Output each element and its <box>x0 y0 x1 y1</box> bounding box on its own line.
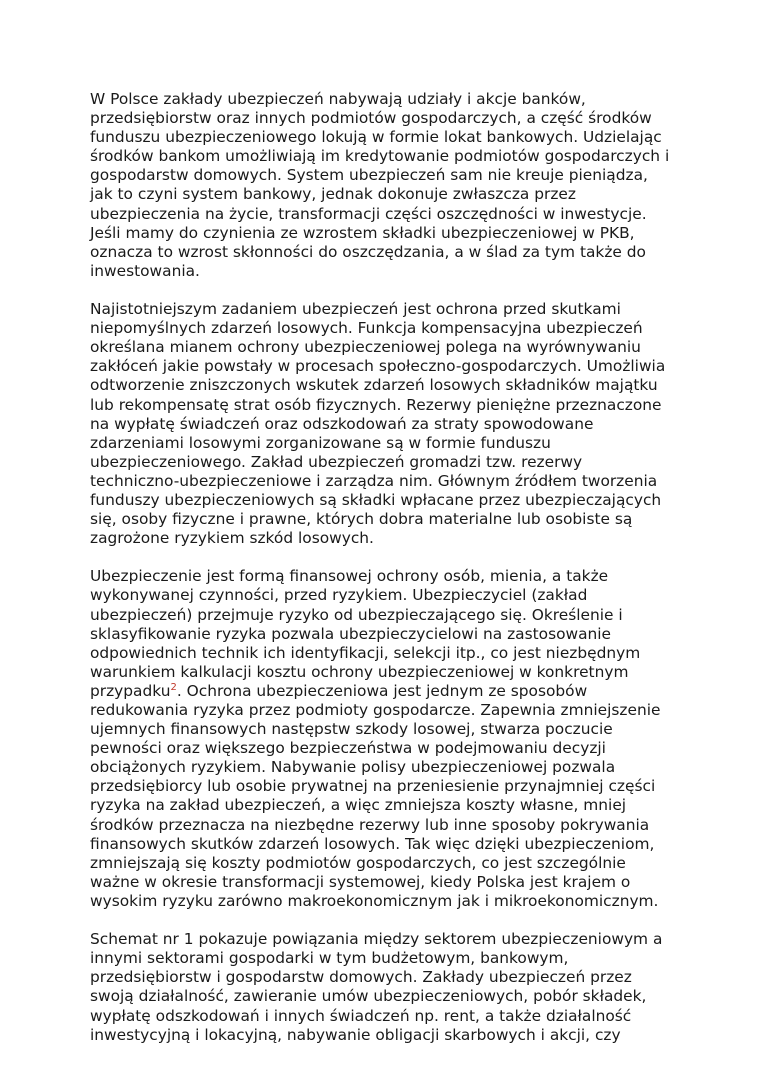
text-fragment: przypadku <box>90 681 171 700</box>
text-line: ujemnych finansowych następstw szkody losowej, stwarza poczucie <box>90 720 613 739</box>
text-line: wykonywanej czynności, przed ryzykiem. Ubezpieczyciel (zakład <box>90 586 588 605</box>
text-line: przedsiębiorcy lub osobie prywatnej na przeniesienie przynajmniej części <box>90 777 656 796</box>
text-line: lub rekompensatę strat osób fizycznych. Rezerwy pieniężne przeznaczone <box>90 395 662 414</box>
text-line: pewności oraz większego bezpieczeństwa w podejmowaniu decyzji <box>90 739 606 758</box>
document-page <box>90 90 680 1064</box>
text-line: przedsiębiorstw i gospodarstw domowych. Zakłady ubezpieczeń przez <box>90 968 632 987</box>
text-line: określana mianem ochrony ubezpieczeniowej polega na wyrównywaniu <box>90 338 641 357</box>
text-line: oznacza to wzrost skłonności do oszczędzania, a w ślad za tym także do <box>90 242 646 261</box>
text-line: sklasyfikowanie ryzyka pozwala ubezpieczycielowi na zastosowanie <box>90 624 612 643</box>
text-line: W Polsce zakłady ubezpieczeń nabywają udziały i akcje banków, <box>90 90 586 108</box>
text-line: Najistotniejszym zadaniem ubezpieczeń jest ochrona przed skutkami <box>90 300 621 319</box>
text-line: inwestowania. <box>90 261 200 280</box>
text-line: Jeśli mamy do czynienia ze wzrostem składki ubezpieczeniowej w PKB, <box>90 223 635 242</box>
paragraph-4 <box>90 930 680 1045</box>
text-line: jak to czyni system bankowy, jednak dokonuje zwłaszcza przez <box>90 185 576 204</box>
text-line: obciążonych ryzykiem. Nabywanie polisy ubezpieczeniowej pozwala <box>90 758 616 777</box>
text-line: wysokim ryzyku zarówno makroekonomicznym jak i mikroekonomicznym. <box>90 891 659 910</box>
text-line: innymi sektorami gospodarki w tym budżetowym, bankowym, <box>90 949 569 968</box>
footnote-reference-link[interactable]: 2 <box>170 681 177 693</box>
text-line: funduszu ubezpieczeniowego lokują w formie lokat bankowych. Udzielając <box>90 128 662 147</box>
text-line: zakłóceń jakie powstały w procesach społeczno-gospodarczych. Umożliwia <box>90 357 666 376</box>
text-line: ubezpieczenia na życie, transformacji części oszczędności w inwestycje. <box>90 204 647 223</box>
paragraph-1 <box>90 90 680 281</box>
text-line: ryzyka na zakład ubezpieczeń, a więc zmniejsza koszty własne, mniej <box>90 796 627 815</box>
text-line: zagrożone ryzykiem szkód losowych. <box>90 529 374 548</box>
text-line: środków bankom umożliwiają im kredytowanie podmiotów gospodarczych i <box>90 147 670 166</box>
text-line: finansowych skutków zdarzeń losowych. Tak więc dzięki ubezpieczeniom, <box>90 834 655 853</box>
text-fragment: . Ochrona ubezpieczeniowa jest jednym ze sposobów <box>176 681 588 700</box>
paragraph-2 <box>90 300 680 548</box>
text-line: ważne w okresie transformacji systemowej, kiedy Polska jest krajem o <box>90 872 631 891</box>
text-line: odtworzenie zniszczonych wskutek zdarzeń losowych składników majątku <box>90 376 658 395</box>
text-line: niepomyślnych zdarzeń losowych. Funkcja kompensacyjna ubezpieczeń <box>90 319 643 338</box>
text-line: redukowania ryzyka przez podmioty gospodarcze. Zapewnia zmniejszenie <box>90 701 661 719</box>
text-line: zmniejszają się koszty podmiotów gospodarczych, co jest szczególnie <box>90 853 626 872</box>
text-line: funduszy ubezpieczeniowych są składki wpłacane przez ubezpieczających <box>90 490 662 509</box>
text-line: odpowiednich technik ich identyfikacji, selekcji itp., co jest niezbędnym <box>90 643 641 662</box>
text-line: gospodarstw domowych. System ubezpieczeń sam nie kreuje pieniądza, <box>90 166 648 185</box>
text-line: środków przeznacza na niezbędne rezerwy lub inne sposoby pokrywania <box>90 815 650 834</box>
text-line: wypłatę odszkodowań i innych świadczeń np. rent, a także działalność <box>90 1006 632 1025</box>
text-line: przedsiębiorstw oraz innych podmiotów gospodarczych, a część środków <box>90 109 652 128</box>
text-line: na wypłatę świadczeń oraz odszkodowań za straty spowodowane <box>90 414 594 433</box>
text-line: Ubezpieczenie jest formą finansowej ochrony osób, mienia, a także <box>90 567 609 586</box>
text-line: ubezpieczeń) przejmuje ryzyko od ubezpieczającego się. Określenie i <box>90 605 623 624</box>
text-line: warunkiem kalkulacji kosztu ochrony ubezpieczeniowej w konkretnym <box>90 662 629 681</box>
paragraph-3 <box>90 567 680 911</box>
text-line: Schemat nr 1 pokazuje powiązania między sektorem ubezpieczeniowym a <box>90 930 663 949</box>
text-line: swoją działalność, zawieranie umów ubezpieczeniowych, pobór składek, <box>90 987 647 1006</box>
text-line: inwestycyjną i lokacyjną, nabywanie obligacji skarbowych i akcji, czy <box>90 1025 621 1044</box>
text-line: zdarzeniami losowymi zorganizowane są w formie funduszu <box>90 433 551 452</box>
text-line: się, osoby fizyczne i prawne, których dobra materialne lub osobiste są <box>90 510 633 529</box>
text-line: ubezpieczeniowego. Zakład ubezpieczeń gromadzi tzw. rezerwy <box>90 452 583 471</box>
text-line-with-footnote <box>90 682 680 701</box>
text-line: techniczno-ubezpieczeniowe i zarządza nim. Głównym źródłem tworzenia <box>90 471 658 490</box>
